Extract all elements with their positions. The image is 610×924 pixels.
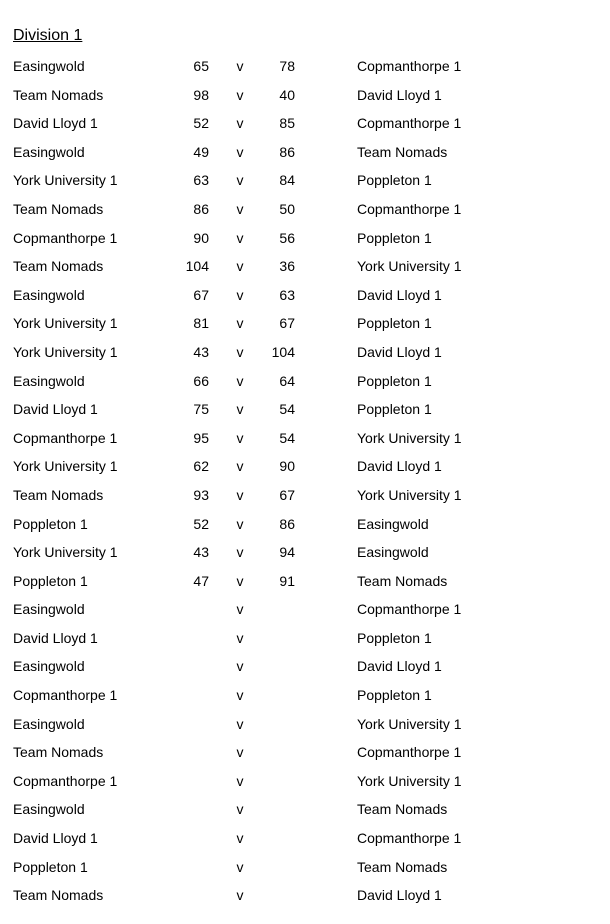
fixture-row xyxy=(0,281,610,310)
home-score: 43 xyxy=(193,544,209,561)
away-team: York University 1 xyxy=(357,429,462,446)
away-team: David Lloyd 1 xyxy=(357,658,442,675)
away-team: York University 1 xyxy=(357,486,462,503)
away-score: 85 xyxy=(279,115,295,132)
away-score: 56 xyxy=(279,229,295,246)
away-team: York University 1 xyxy=(357,772,462,789)
home-team: Easingwold xyxy=(13,658,85,675)
versus-label: v xyxy=(236,58,244,74)
home-team: Easingwold xyxy=(13,58,85,74)
home-score: 52 xyxy=(193,115,209,132)
home-team: Poppleton 1 xyxy=(13,572,88,589)
fixture-row xyxy=(0,224,610,253)
fixture-row xyxy=(0,367,610,396)
away-score: 86 xyxy=(279,515,295,532)
home-score: 52 xyxy=(193,515,209,532)
home-score: 95 xyxy=(193,429,209,446)
home-score: 93 xyxy=(193,486,209,503)
home-score: 90 xyxy=(193,229,209,246)
away-team: Copmanthorpe 1 xyxy=(357,115,462,132)
home-team: York University 1 xyxy=(13,544,118,561)
fixture-row xyxy=(0,824,610,853)
home-score: 81 xyxy=(193,315,209,332)
away-score: 86 xyxy=(279,143,295,160)
fixture-row xyxy=(0,338,610,367)
division-title: Division 1 xyxy=(13,27,83,44)
fixture-row xyxy=(0,595,610,624)
home-team: Team Nomads xyxy=(13,200,104,217)
versus-label: v xyxy=(236,629,244,646)
fixture-row xyxy=(0,710,610,739)
away-team: Team Nomads xyxy=(357,801,448,818)
home-score: 75 xyxy=(193,401,209,418)
away-team: Copmanthorpe 1 xyxy=(357,200,462,217)
fixture-row xyxy=(0,767,610,796)
home-team: David Lloyd 1 xyxy=(13,629,98,646)
fixture-row xyxy=(0,138,610,167)
away-score: 84 xyxy=(279,172,295,189)
home-score: 63 xyxy=(193,172,209,189)
fixtures-list xyxy=(0,52,610,910)
away-team: Poppleton 1 xyxy=(357,172,432,189)
away-score: 67 xyxy=(279,315,295,332)
fixture-row xyxy=(0,881,610,910)
versus-label: v xyxy=(236,830,244,847)
versus-label: v xyxy=(236,744,244,761)
away-team: Copmanthorpe 1 xyxy=(357,830,462,847)
home-team: Team Nomads xyxy=(13,887,104,904)
fixture-row xyxy=(0,481,610,510)
home-team: Easingwold xyxy=(13,601,85,618)
versus-label: v xyxy=(236,286,244,303)
home-team: York University 1 xyxy=(13,172,118,189)
away-score: 67 xyxy=(279,486,295,503)
home-team: Copmanthorpe 1 xyxy=(13,229,118,246)
away-team: York University 1 xyxy=(357,715,462,732)
away-team: Copmanthorpe 1 xyxy=(357,744,462,761)
versus-label: v xyxy=(236,544,244,561)
versus-label: v xyxy=(236,200,244,217)
away-score: 104 xyxy=(271,343,295,360)
away-team: Poppleton 1 xyxy=(357,315,432,332)
fixture-row xyxy=(0,510,610,539)
away-team: Poppleton 1 xyxy=(357,229,432,246)
versus-label: v xyxy=(236,601,244,618)
away-team: Team Nomads xyxy=(357,572,448,589)
fixture-row xyxy=(0,567,610,596)
home-team: Team Nomads xyxy=(13,258,104,275)
home-score: 104 xyxy=(185,258,209,275)
away-score: 54 xyxy=(279,401,295,418)
versus-label: v xyxy=(236,86,244,103)
home-score: 49 xyxy=(193,143,209,160)
home-team: Team Nomads xyxy=(13,744,104,761)
versus-label: v xyxy=(236,515,244,532)
versus-label: v xyxy=(236,801,244,818)
away-team: York University 1 xyxy=(357,258,462,275)
away-team: Copmanthorpe 1 xyxy=(357,601,462,618)
home-score: 98 xyxy=(193,86,209,103)
home-team: York University 1 xyxy=(13,458,118,475)
fixture-row xyxy=(0,452,610,481)
away-team: Team Nomads xyxy=(357,858,448,875)
home-team: Copmanthorpe 1 xyxy=(13,429,118,446)
away-team: David Lloyd 1 xyxy=(357,86,442,103)
home-score: 66 xyxy=(193,372,209,389)
home-team: David Lloyd 1 xyxy=(13,830,98,847)
versus-label: v xyxy=(236,715,244,732)
versus-label: v xyxy=(236,315,244,332)
away-team: Poppleton 1 xyxy=(357,401,432,418)
versus-label: v xyxy=(236,772,244,789)
fixture-row xyxy=(0,424,610,453)
home-score: 86 xyxy=(193,200,209,217)
versus-label: v xyxy=(236,887,244,904)
home-team: Easingwold xyxy=(13,143,85,160)
away-score: 54 xyxy=(279,429,295,446)
home-score: 62 xyxy=(193,458,209,475)
versus-label: v xyxy=(236,658,244,675)
away-team: Copmanthorpe 1 xyxy=(357,58,462,74)
versus-label: v xyxy=(236,343,244,360)
away-team: Team Nomads xyxy=(357,143,448,160)
fixture-row xyxy=(0,738,610,767)
away-team: Poppleton 1 xyxy=(357,629,432,646)
away-team: David Lloyd 1 xyxy=(357,458,442,475)
versus-label: v xyxy=(236,115,244,132)
away-score: 63 xyxy=(279,286,295,303)
fixture-row xyxy=(0,109,610,138)
versus-label: v xyxy=(236,858,244,875)
away-team: Easingwold xyxy=(357,515,429,532)
home-score: 43 xyxy=(193,343,209,360)
versus-label: v xyxy=(236,401,244,418)
home-team: Poppleton 1 xyxy=(13,515,88,532)
away-score: 40 xyxy=(279,86,295,103)
versus-label: v xyxy=(236,458,244,475)
fixture-row xyxy=(0,795,610,824)
fixture-row xyxy=(0,195,610,224)
fixture-row xyxy=(0,252,610,281)
home-team: Easingwold xyxy=(13,372,85,389)
away-score: 50 xyxy=(279,200,295,217)
fixture-row xyxy=(0,166,610,195)
away-team: David Lloyd 1 xyxy=(357,343,442,360)
fixture-row xyxy=(0,395,610,424)
fixture-row xyxy=(0,624,610,653)
fixture-row xyxy=(0,681,610,710)
versus-label: v xyxy=(236,172,244,189)
home-team: Easingwold xyxy=(13,715,85,732)
versus-label: v xyxy=(236,258,244,275)
home-score: 65 xyxy=(193,58,209,74)
versus-label: v xyxy=(236,372,244,389)
home-team: Poppleton 1 xyxy=(13,858,88,875)
versus-label: v xyxy=(236,572,244,589)
home-team: David Lloyd 1 xyxy=(13,401,98,418)
away-score: 78 xyxy=(279,58,295,74)
fixture-row xyxy=(0,538,610,567)
versus-label: v xyxy=(236,687,244,704)
versus-label: v xyxy=(236,143,244,160)
fixture-row xyxy=(0,81,610,110)
away-team: Poppleton 1 xyxy=(357,372,432,389)
home-team: York University 1 xyxy=(13,343,118,360)
home-team: Team Nomads xyxy=(13,486,104,503)
away-team: David Lloyd 1 xyxy=(357,286,442,303)
away-team: Poppleton 1 xyxy=(357,687,432,704)
fixture-row xyxy=(0,52,610,81)
versus-label: v xyxy=(236,486,244,503)
versus-label: v xyxy=(236,429,244,446)
away-score: 94 xyxy=(279,544,295,561)
fixture-row xyxy=(0,652,610,681)
fixture-row xyxy=(0,309,610,338)
home-team: York University 1 xyxy=(13,315,118,332)
away-score: 91 xyxy=(279,572,295,589)
away-score: 90 xyxy=(279,458,295,475)
away-score: 36 xyxy=(279,258,295,275)
away-score: 64 xyxy=(279,372,295,389)
fixture-row xyxy=(0,853,610,882)
home-score: 47 xyxy=(193,572,209,589)
home-team: Easingwold xyxy=(13,801,85,818)
home-team: Copmanthorpe 1 xyxy=(13,772,118,789)
away-team: David Lloyd 1 xyxy=(357,887,442,904)
home-team: Team Nomads xyxy=(13,86,104,103)
away-team: Easingwold xyxy=(357,544,429,561)
home-score: 67 xyxy=(193,286,209,303)
home-team: Copmanthorpe 1 xyxy=(13,687,118,704)
versus-label: v xyxy=(236,229,244,246)
home-team: Easingwold xyxy=(13,286,85,303)
home-team: David Lloyd 1 xyxy=(13,115,98,132)
